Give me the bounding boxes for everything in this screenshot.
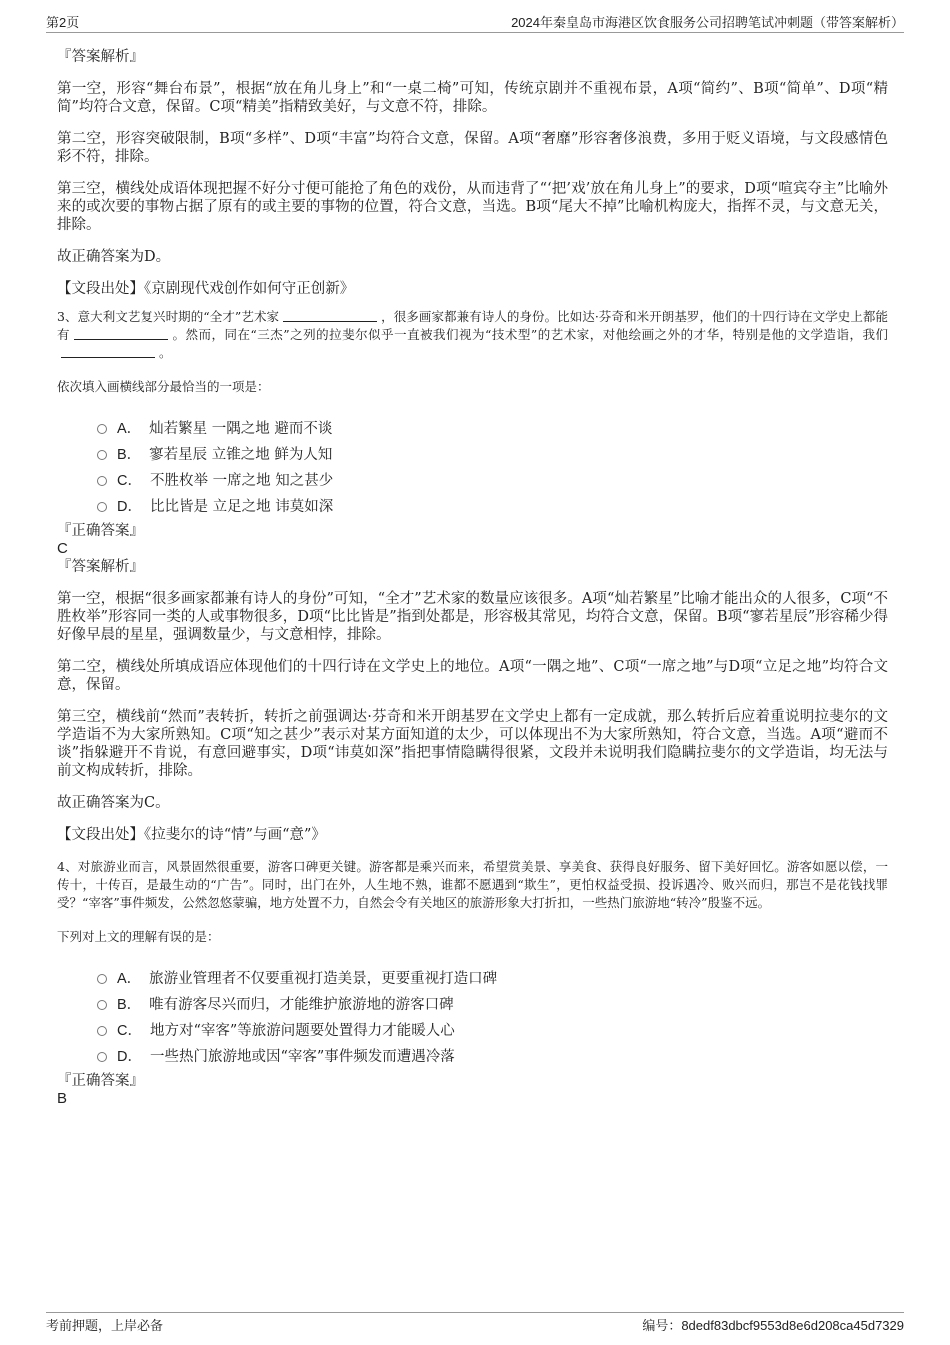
option-b[interactable]: B． 寥若星辰 立锥之地 鲜为人知 [97,440,888,466]
correct-answer: B [57,1090,68,1107]
radio-icon[interactable] [97,1052,107,1062]
analysis-paragraph: 第三空，横线前“然而”表转折，转折之前强调达·芬奇和米开朗基罗在文学史上都有一定成就，那么转折后应着重说明拉斐尔的文学造诣不为大家所熟知。C项“知之甚少”表示对某方面知道的太少，可以体现出不为大家所熟知，符合文意，当选。A项“避而不谈”指躲避开不肯说，有意回避事实，D项“讳莫如深”指把事情隐瞒得很紧，文段并未说明我们隐瞒拉斐尔的文学造诣，均无法与前文构成转折，排除。 [57,709,888,779]
footer-slogan: 考前押题，上岸必备 [46,1319,164,1334]
page-footer [46,1312,904,1334]
correct-answer: C [57,540,68,557]
radio-icon[interactable] [97,974,107,984]
option-b[interactable]: B． 唯有游客尽兴而归，才能维护旅游地的游客口碑 [97,990,888,1016]
question-stem: 3、意大利文艺复兴时期的“全才”艺术家 ，很多画家都兼有诗人的身份。比如达·芬奇和米开朗基罗，他们的十四行诗在文学史上都能有 。然而，同在“三杰”之列的拉斐尔似乎一直被我们视为“技术型”的艺术家，对他绘画之外的才华，特别是他的文学造诣，我们。 [57,309,888,360]
answer-blank [283,309,377,322]
radio-icon[interactable] [97,1026,107,1036]
radio-icon[interactable] [97,450,107,460]
analysis-paragraph: 第一空，根据“很多画家都兼有诗人的身份”可知，“全才”艺术家的数量应该很多。A项“灿若繁星”比喻才能出众的人很多，C项“不胜枚举”形容同一类的人或事物很多，D项“比比皆是”指到处都是，形容极其常见，均符合文意，保留。B项“寥若星辰”形容稀少得好像早晨的星星，强调数量少，与文意相悖，排除。 [57,591,888,643]
analysis-paragraph: 第三空，横线处成语体现把握不好分寸便可能抢了角色的戏份，从而违背了“‘把’戏’放在角儿身上”的要求，D项“喧宾夺主”比喻外来的或次要的事物占据了原有的或主要的事物的位置，符合文意，当选。B项“尾大不掉”比喻机构庞大，指挥不灵，与文意无关，排除。 [57,181,888,233]
source-citation: 【文段出处】《拉斐尔的诗“情”与画“意”》 [57,827,326,843]
option-a[interactable]: A． 旅游业管理者不仅要重视打造美景，更要重视打造口碑 [97,964,888,990]
analysis-paragraph: 第二空，横线处所填成语应体现他们的十四行诗在文学史上的地位。A项“一隅之地”、C项“一席之地”与D项“立足之地”均符合文意，保留。 [57,659,888,693]
source-citation: 【文段出处】《京剧现代戏创作如何守正创新》 [57,281,355,297]
page-number: 第2页 [46,15,80,30]
radio-icon[interactable] [97,502,107,512]
answer-label: 『正确答案』 [57,1073,144,1089]
page-header [46,12,904,33]
answer-blank [74,327,168,340]
document-title: 2024年秦皇岛市海港区饮食服务公司招聘笔试冲刺题（带答案解析） [511,15,904,30]
conclusion: 故正确答案为D。 [57,249,171,265]
option-c[interactable]: C． 地方对“宰客”等旅游问题要处置得力才能暖人心 [97,1016,888,1042]
option-list [57,964,888,1068]
radio-icon[interactable] [97,476,107,486]
option-c[interactable]: C． 不胜枚举 一席之地 知之甚少 [97,466,888,492]
answer-blank [61,345,155,358]
analysis-paragraph: 第一空，形容“舞台布景”，根据“放在角儿身上”和“一桌二椅”可知，传统京剧并不重视布景，A项“简约”、B项“简单”、D项“精简”均符合文意，保留。C项“精美”指精致美好，与文意不符，排除。 [57,81,888,115]
option-d[interactable]: D． 一些热门旅游地或因“宰客”事件频发而遭遇冷落 [97,1042,888,1068]
analysis-label: 『答案解析』 [57,559,144,575]
page-content [57,40,888,1108]
question-prompt: 下列对上文的理解有误的是： [57,929,220,944]
option-a[interactable]: A． 灿若繁星 一隅之地 避而不谈 [97,414,888,440]
document-code: 编号：8dedf83dbcf9553d8e6d208ca45d7329 [642,1318,904,1334]
analysis-label: 『答案解析』 [57,49,144,65]
analysis-paragraph: 第二空，形容突破限制，B项“多样”、D项“丰富”均符合文意，保留。A项“奢靡”形容奢侈浪费，多用于贬义语境，与文段感情色彩不符，排除。 [57,131,888,165]
answer-label: 『正确答案』 [57,523,144,539]
radio-icon[interactable] [97,424,107,434]
conclusion: 故正确答案为C。 [57,795,170,811]
question-stem: 4、对旅游业而言，风景固然很重要，游客口碑更关键。游客都是乘兴而来，希望赏美景、享美食、获得良好服务、留下美好回忆。游客如愿以偿，一传十，十传百，是最生动的“广告”。同时，出门在外，人生地不熟，谁都不愿遇到“欺生”，更怕权益受损、投诉遇冷、败兴而归，那岂不是花钱找罪受？“宰客”事件频发，公然忽悠蒙骗，地方处置不力，自然会令有关地区的旅游形象大打折扣，一些热门旅游地“转冷”殷鉴不远。 [57,859,888,910]
radio-icon[interactable] [97,1000,107,1010]
question-prompt: 依次填入画横线部分最恰当的一项是： [57,379,270,394]
option-list [57,414,888,518]
option-d[interactable]: D． 比比皆是 立足之地 讳莫如深 [97,492,888,518]
